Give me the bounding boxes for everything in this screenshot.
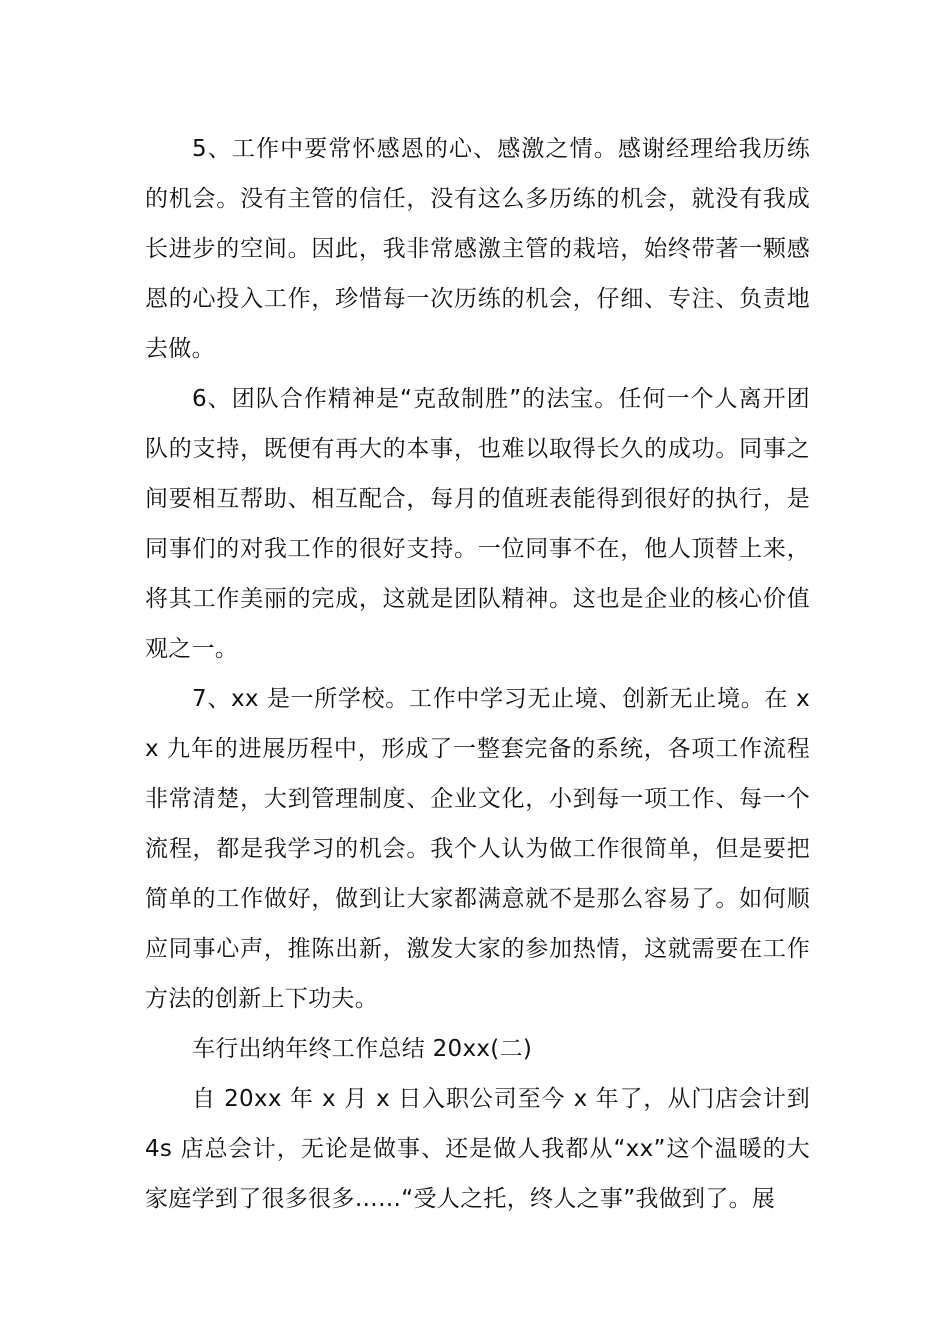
paragraph-5-gratitude: 5、工作中要常怀感恩的心、感激之情。感谢经理给我历练的机会。没有主管的信任，没有这么多历练的机会，就没有我成长进步的空间。因此，我非常感激主管的栽培，始终带著一颗感恩的心投入工作，珍惜每一次历练的机会，仔细、专注、负责地去做。 — [145, 136, 810, 362]
section-heading: 车行出纳年终工作总结 20xx(二) — [192, 1036, 533, 1062]
paragraph-6-teamwork: 6、团队合作精神是“克敌制胜”的法宝。任何一个人离开团队的支持，既便有再大的本事，也难以取得长久的成功。同事之间要相互帮助、相互配合，每月的值班表能得到很好的执行，是同事们的对我工作的很好支持。一位同事不在，他人顶替上来，将其工作美丽的完成，这就是团队精神。这也是企业的核心价值观之一。 — [145, 386, 810, 662]
paragraph-7-learning: 7、xx 是一所学校。工作中学习无止境、创新无止境。在 xx 九年的进展历程中，形成了一整套完备的系统，各项工作流程非常清楚，大到管理制度、企业文化，小到每一项工作、每一个流程，都是我学习的机会。我个人认为做工作很简单，但是要把简单的工作做好，做到让大家都满意就不是那么容易了。如何顺应同事心声，推陈出新，激发大家的参加热情，这就需要在工作方法的创新上下功夫。 — [145, 686, 810, 1012]
document-body — [145, 124, 810, 1224]
paragraph-intro: 自 20xx 年 x 月 x 日入职公司至今 x 年了，从门店会计到 4s 店总会计，无论是做事、还是做人我都从“xx”这个温暖的大家庭学到了很多很多……“受人之托，终人之事”我做到了。展 — [145, 1086, 810, 1212]
